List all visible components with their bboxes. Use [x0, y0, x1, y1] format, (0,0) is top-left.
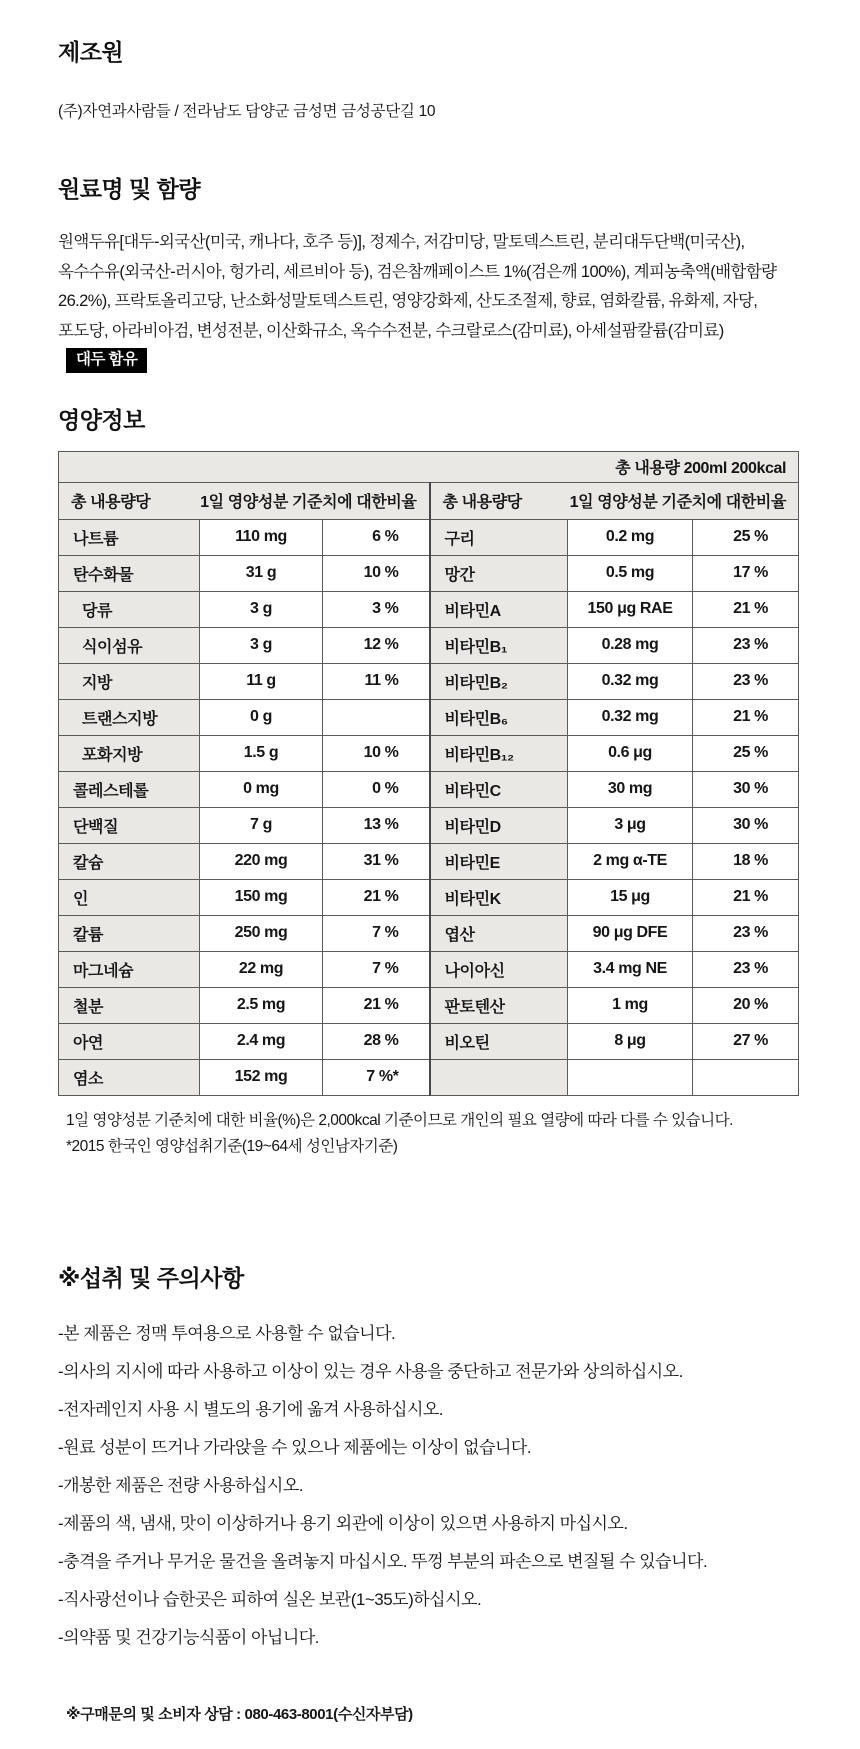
nutrient-percent-cell: 12 %: [323, 627, 430, 663]
nutrient-amount-cell: 0.32 mg: [568, 699, 693, 735]
nutrient-name-cell: 비오틴: [430, 1023, 568, 1059]
nutrition-row: [59, 1023, 799, 1059]
nutrient-name-cell: 비타민B₆: [430, 699, 568, 735]
nutrition-row: [59, 879, 799, 915]
nutrient-name-cell: 비타민B₂: [430, 663, 568, 699]
nutrient-name-cell: 비타민B₁₂: [430, 735, 568, 771]
nutrient-percent-cell: 21 %: [693, 699, 799, 735]
column-header-amount: 총 내용량당: [442, 494, 522, 511]
nutrition-row: [59, 771, 799, 807]
total-amount-row: [59, 451, 799, 482]
nutrient-amount-cell: 0 mg: [200, 771, 323, 807]
nutrient-name-cell: 나이아신: [430, 951, 568, 987]
nutrient-name-cell: 칼슘: [59, 843, 200, 879]
column-header-row: [59, 482, 799, 519]
section-nutrition: [58, 402, 802, 1160]
nutrient-name-cell: 망간: [430, 555, 568, 591]
nutrient-name-cell: 지방: [59, 663, 200, 699]
nutrient-percent-cell: 11 %: [323, 663, 430, 699]
nutrient-amount-cell: 90 μg DFE: [568, 915, 693, 951]
nutrient-name-cell: 당류: [59, 591, 200, 627]
nutrient-percent-cell: 23 %: [693, 951, 799, 987]
nutrition-row: [59, 627, 799, 663]
precaution-item: -직사광선이나 습한곳은 피하여 실온 보관(1~35도)하십시오.: [58, 1589, 482, 1609]
nutrition-row: [59, 735, 799, 771]
nutrient-amount-cell: 15 μg: [568, 879, 693, 915]
precaution-item: -원료 성분이 뜨거나 가라앉을 수 있으나 제품에는 이상이 없습니다.: [58, 1437, 532, 1457]
nutrient-percent-cell: 21 %: [323, 987, 430, 1023]
nutrient-amount-cell: 3 g: [200, 627, 323, 663]
nutrition-row: [59, 807, 799, 843]
nutrient-name-cell: 식이섬유: [59, 627, 200, 663]
section-ingredients: [58, 171, 802, 376]
nutrient-amount-cell: 2 mg α-TE: [568, 843, 693, 879]
nutrient-amount-cell: 31 g: [200, 555, 323, 591]
nutrient-percent-cell: 30 %: [693, 807, 799, 843]
nutrient-amount-cell: 0.6 μg: [568, 735, 693, 771]
nutrient-name-cell: 비타민A: [430, 591, 568, 627]
precaution-item: -본 제품은 정맥 투여용으로 사용할 수 없습니다.: [58, 1323, 396, 1343]
nutrition-table: [58, 451, 799, 1096]
nutrient-percent-cell: 31 %: [323, 843, 430, 879]
nutrient-amount-cell: 0 g: [200, 699, 323, 735]
nutrient-amount-cell: 2.5 mg: [200, 987, 323, 1023]
contact-info: ※구매문의 및 소비자 상담 : 080-463-8001(수신자부담): [66, 1705, 413, 1723]
nutrient-name-cell: 트랜스지방: [59, 699, 200, 735]
nutrient-name-cell: 철분: [59, 987, 200, 1023]
nutrient-percent-cell: 21 %: [693, 879, 799, 915]
nutrient-percent-cell: 30 %: [693, 771, 799, 807]
nutrient-percent-cell: 23 %: [693, 915, 799, 951]
nutrient-percent-cell: 27 %: [693, 1023, 799, 1059]
nutrient-name-cell: 비타민K: [430, 879, 568, 915]
nutrient-amount-cell: 30 mg: [568, 771, 693, 807]
column-header-percent: 1일 영양성분 기준치에 대한비율: [200, 494, 417, 511]
nutrient-percent-cell: 23 %: [693, 663, 799, 699]
nutrition-footnote: 1일 영양성분 기준치에 대한 비율(%)은 2,000kcal 기준이므로 개인의 필요 열량에 따라 다를 수 있습니다.: [66, 1111, 733, 1129]
nutrient-name-cell: 아연: [59, 1023, 200, 1059]
nutrient-amount-cell: 0.28 mg: [568, 627, 693, 663]
nutrient-percent-cell: 20 %: [693, 987, 799, 1023]
nutrient-name-cell: 비타민D: [430, 807, 568, 843]
nutrient-amount-cell: 220 mg: [200, 843, 323, 879]
nutrient-percent-cell: 25 %: [693, 519, 799, 555]
nutrient-amount-cell: 3 μg: [568, 807, 693, 843]
nutrient-name-cell: 비타민C: [430, 771, 568, 807]
manufacturer-address: (주)자연과사람들 / 전라남도 담양군 금성면 금성공단길 10: [58, 103, 436, 120]
nutrient-name-cell: 구리: [430, 519, 568, 555]
nutrient-name-cell: 탄수화물: [59, 555, 200, 591]
nutrition-row: [59, 591, 799, 627]
nutrition-heading: 영양정보: [58, 406, 145, 433]
nutrition-row: [59, 843, 799, 879]
nutrient-percent-cell: 7 %: [323, 951, 430, 987]
nutrient-amount-cell: 150 mg: [200, 879, 323, 915]
nutrient-amount-cell: 250 mg: [200, 915, 323, 951]
nutrient-amount-cell: 1 mg: [568, 987, 693, 1023]
nutrition-row: [59, 663, 799, 699]
nutrient-amount-cell: 22 mg: [200, 951, 323, 987]
nutrient-percent-cell: 18 %: [693, 843, 799, 879]
nutrient-percent-cell: 13 %: [323, 807, 430, 843]
nutrient-name-cell: 인: [59, 879, 200, 915]
nutrient-percent-cell: 3 %: [323, 591, 430, 627]
column-header-amount: 총 내용량당: [71, 494, 151, 511]
precautions-heading: ※섭취 및 주의사항: [58, 1264, 244, 1291]
section-precautions: [58, 1260, 802, 1657]
precaution-item: -의약품 및 건강기능식품이 아닙니다.: [58, 1627, 319, 1647]
nutrition-row: [59, 555, 799, 591]
nutrient-name-cell: 염소: [59, 1059, 200, 1095]
nutrient-amount-cell: 11 g: [200, 663, 323, 699]
ingredients-text: [58, 228, 806, 376]
nutrition-row: [59, 987, 799, 1023]
nutrition-table-body: [59, 519, 799, 1095]
nutrient-amount-cell: 3.4 mg NE: [568, 951, 693, 987]
nutrient-name-cell: [430, 1059, 568, 1095]
precaution-item: -개봉한 제품은 전량 사용하십시오.: [58, 1475, 303, 1495]
nutrition-row: [59, 951, 799, 987]
nutrient-amount-cell: 3 g: [200, 591, 323, 627]
nutrition-row: [59, 519, 799, 555]
nutrient-percent-cell: 28 %: [323, 1023, 430, 1059]
nutrient-amount-cell: 7 g: [200, 807, 323, 843]
nutrient-amount-cell: 0.5 mg: [568, 555, 693, 591]
nutrition-row: [59, 1059, 799, 1095]
nutrient-name-cell: 나트륨: [59, 519, 200, 555]
nutrient-percent-cell: 25 %: [693, 735, 799, 771]
column-header-left: [59, 482, 430, 519]
nutrition-footnote: *2015 한국인 영양섭취기준(19~64세 성인남자기준): [66, 1137, 398, 1155]
nutrient-name-cell: 포화지방: [59, 735, 200, 771]
nutrient-percent-cell: [323, 699, 430, 735]
nutrient-amount-cell: 150 μg RAE: [568, 591, 693, 627]
nutrient-percent-cell: 17 %: [693, 555, 799, 591]
nutrient-name-cell: 판토텐산: [430, 987, 568, 1023]
manufacturer-heading: 제조원: [58, 39, 124, 65]
column-header-percent: 1일 영양성분 기준치에 대한비율: [569, 494, 787, 511]
nutrient-percent-cell: 0 %: [323, 771, 430, 807]
nutrient-amount-cell: 0.2 mg: [568, 519, 693, 555]
nutrient-percent-cell: 10 %: [323, 735, 430, 771]
nutrient-percent-cell: 21 %: [323, 879, 430, 915]
precaution-item: -의사의 지시에 따라 사용하고 이상이 있는 경우 사용을 중단하고 전문가와 상의하십시오.: [58, 1361, 683, 1381]
nutrient-name-cell: 비타민E: [430, 843, 568, 879]
nutrient-percent-cell: 6 %: [323, 519, 430, 555]
nutrient-amount-cell: 110 mg: [200, 519, 323, 555]
ingredients-heading: 원료명 및 함량: [58, 176, 201, 202]
precaution-item: -충격을 주거나 무거운 물건을 올려놓지 마십시오. 뚜껑 부분의 파손으로 변질될 수 있습니다.: [58, 1551, 708, 1571]
nutrient-name-cell: 단백질: [59, 807, 200, 843]
nutrient-percent-cell: 7 %: [323, 915, 430, 951]
nutrient-percent-cell: [693, 1059, 799, 1095]
precaution-list: [58, 1315, 802, 1657]
nutrient-amount-cell: [568, 1059, 693, 1095]
nutrient-name-cell: 콜레스테롤: [59, 771, 200, 807]
nutrient-percent-cell: 23 %: [693, 627, 799, 663]
ingredients-text-body: 원액두유[대두-외국산(미국, 캐나다, 호주 등)], 정제수, 저감미당, 말토덱스트린, 분리대두단백(미국산), 옥수수유(외국산-러시아, 헝가리, 세르비아 등), 검은참깨페이스트 1%(검은깨 100%), 계피농축액(배합함량 26.2%), 프락토올리고당, 난소화성말토덱스트린, 영양강화제, 산도조절제, 향료, 염화칼륨, 유화제, 자당, 포도당, 아라비아검, 변성전분, 이산화규소, 옥수수전분, 수크랄로스(감미료), 아세설팜칼륨(감미료): [58, 233, 777, 340]
total-amount-label: 총 내용량 200ml 200kcal: [59, 451, 799, 482]
precaution-item: -전자레인지 사용 시 별도의 용기에 옮겨 사용하십시오.: [58, 1399, 444, 1419]
section-manufacturer: [58, 34, 802, 121]
soy-allergen-badge: 대두 함유: [66, 348, 147, 373]
precaution-item: -제품의 색, 냄새, 맛이 이상하거나 용기 외관에 이상이 있으면 사용하지 마십시오.: [58, 1513, 628, 1533]
nutrient-name-cell: 마그네슘: [59, 951, 200, 987]
nutrient-name-cell: 엽산: [430, 915, 568, 951]
column-header-right: [430, 482, 799, 519]
nutrition-footnotes: [58, 1108, 802, 1160]
nutrient-name-cell: 비타민B₁: [430, 627, 568, 663]
nutrient-amount-cell: 1.5 g: [200, 735, 323, 771]
nutrient-percent-cell: 21 %: [693, 591, 799, 627]
nutrient-amount-cell: 2.4 mg: [200, 1023, 323, 1059]
nutrient-amount-cell: 0.32 mg: [568, 663, 693, 699]
nutrition-row: [59, 915, 799, 951]
nutrition-row: [59, 699, 799, 735]
nutrient-amount-cell: 152 mg: [200, 1059, 323, 1095]
nutrient-name-cell: 칼륨: [59, 915, 200, 951]
nutrient-percent-cell: 7 %*: [323, 1059, 430, 1095]
nutrient-amount-cell: 8 μg: [568, 1023, 693, 1059]
nutrient-percent-cell: 10 %: [323, 555, 430, 591]
